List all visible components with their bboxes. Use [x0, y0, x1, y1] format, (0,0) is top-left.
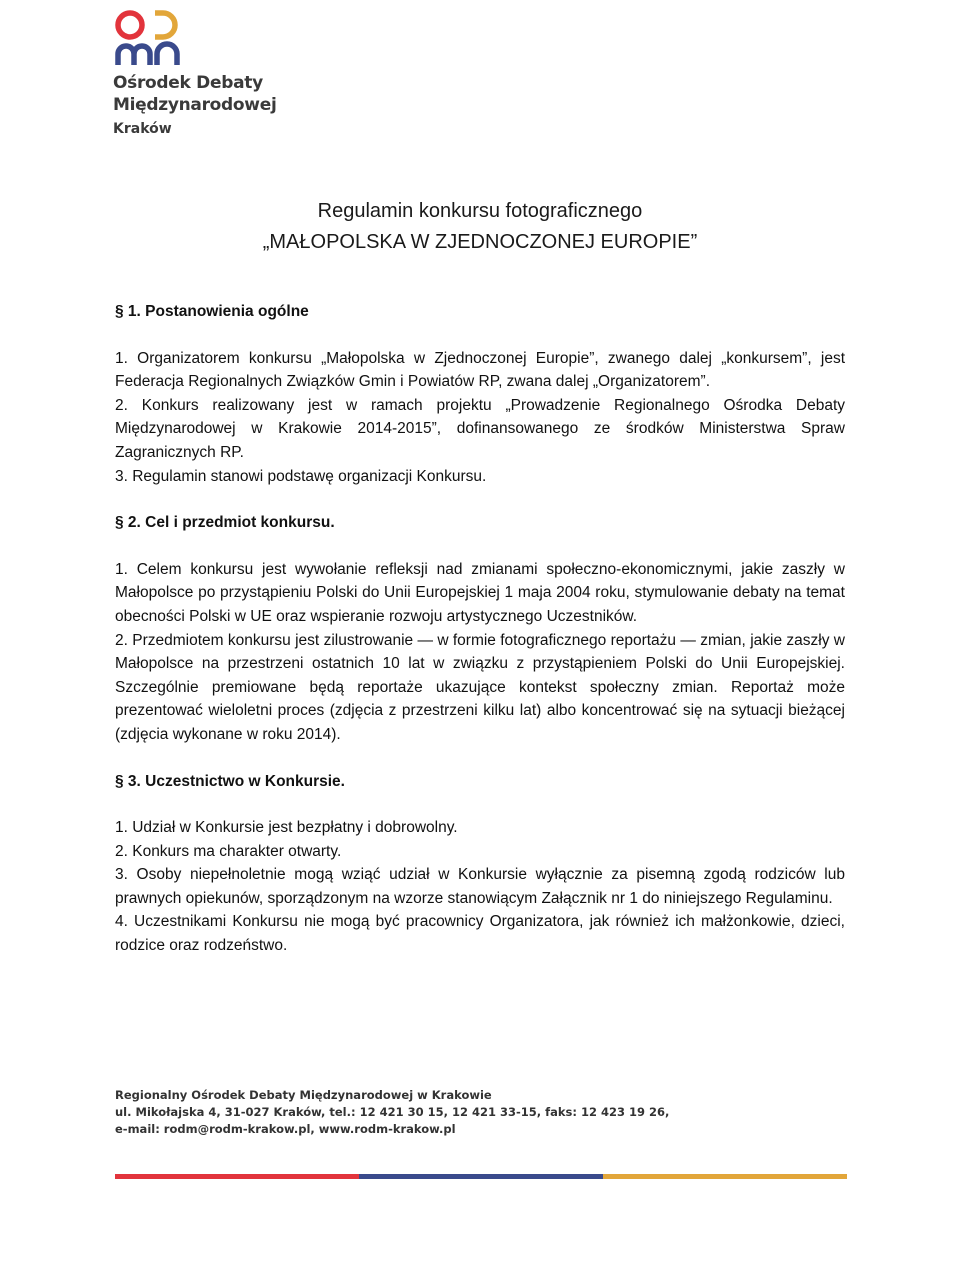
section-2 — [115, 511, 845, 746]
footer-bar-gold — [603, 1174, 847, 1179]
section-3 — [115, 770, 845, 958]
logo-name-line2: Międzynarodowej — [113, 95, 277, 115]
odm-logo-icon — [113, 10, 181, 68]
paragraph: 2. Konkurs ma charakter otwarty. — [115, 842, 342, 860]
paragraph: 4. Uczestnikami Konkursu nie mogą być pracownicy Organizatora, jak również ich małżonkowie, dzieci, rodzice oraz rodzeństwo. — [115, 913, 845, 955]
title-line2: „MAŁOPOLSKA W ZJEDNOCZONEJ EUROPIE” — [262, 231, 698, 253]
paragraph: 1. Organizatorem konkursu „Małopolska w Zjednoczonej Europie”, zwanego dalej „konkursem”, jest Federacja Regionalnych Związków Gmin i Powiatów RP, zwana dalej „Organizatorem”. — [115, 349, 845, 391]
footer-contact — [115, 1087, 815, 1138]
footer-org-name: Regionalny Ośrodek Debaty Międzynarodowej w Krakowie — [115, 1088, 492, 1102]
section-1 — [115, 300, 845, 488]
paragraph: 3. Osoby niepełnoletnie mogą wziąć udział w Konkursie wyłącznie za pisemną zgodą rodziców lub prawnych opiekunów, sporządzonym na wzorze stanowiącym Załącznik nr 1 do niniejszego Regulaminu. — [115, 866, 845, 907]
paragraph: 3. Regulamin stanowi podstawę organizacji Konkursu. — [115, 467, 487, 485]
organization-logo — [113, 10, 313, 140]
footer-email-web: e-mail: rodm@rodm-krakow.pl, www.rodm-krakow.pl — [115, 1122, 456, 1136]
title-line1: Regulamin konkursu fotograficznego — [317, 200, 643, 222]
section-heading: § 2. Cel i przedmiot konkursu. — [115, 514, 335, 532]
footer-bar-blue — [359, 1174, 603, 1179]
footer-color-bar — [115, 1174, 847, 1179]
logo-text — [113, 72, 313, 140]
document-title — [0, 196, 960, 258]
section-heading: § 3. Uczestnictwo w Konkursie. — [115, 772, 345, 790]
logo-name-line1: Ośrodek Debaty — [113, 73, 263, 93]
paragraph: 2. Przedmiotem konkursu jest zilustrowanie — w formie fotograficznego reportażu — zmian, jakie zaszły w Małopolsce na przestrzeni ostatnich 10 lat w związku z przystąpieniem Polski do Unii Europejskiej. Szczególnie premiowane będą reportaże ukazujące kontekst społeczny zmian. Reportaż może prezentować wieloletni proces (zdjęcia z przestrzeni kilku lat) albo koncentrować się na sytuacji bieżącej (zdjęcia wykonane w roku 2014). — [115, 631, 845, 743]
logo-city: Kraków — [113, 121, 172, 137]
paragraph: 1. Celem konkursu jest wywołanie refleksji nad zmianami społeczno-ekonomicznymi, jakie zaszły w Małopolsce po przystąpieniu Polski do Unii Europejskiej 1 maja 2004 roku, stymulowanie debaty na temat obecności Polski w UE oraz wspieranie rozwoju artystycznego Uczestników. — [115, 560, 845, 625]
document-body — [115, 300, 845, 958]
paragraph: 1. Udział w Konkursie jest bezpłatny i dobrowolny. — [115, 819, 458, 837]
footer-address: ul. Mikołajska 4, 31-027 Kraków, tel.: 12 421 30 15, 12 421 33-15, faks: 12 423 19 26, — [115, 1105, 670, 1119]
section-heading: § 1. Postanowienia ogólne — [115, 303, 309, 320]
paragraph: 2. Konkurs realizowany jest w ramach projektu „Prowadzenie Regionalnego Ośrodka Debaty Międzynarodowej w Krakowie 2014-2015”, dofinansowanego ze środków Ministerstwa Spraw Zagranicznych RP. — [115, 396, 845, 461]
footer-bar-red — [115, 1174, 359, 1179]
